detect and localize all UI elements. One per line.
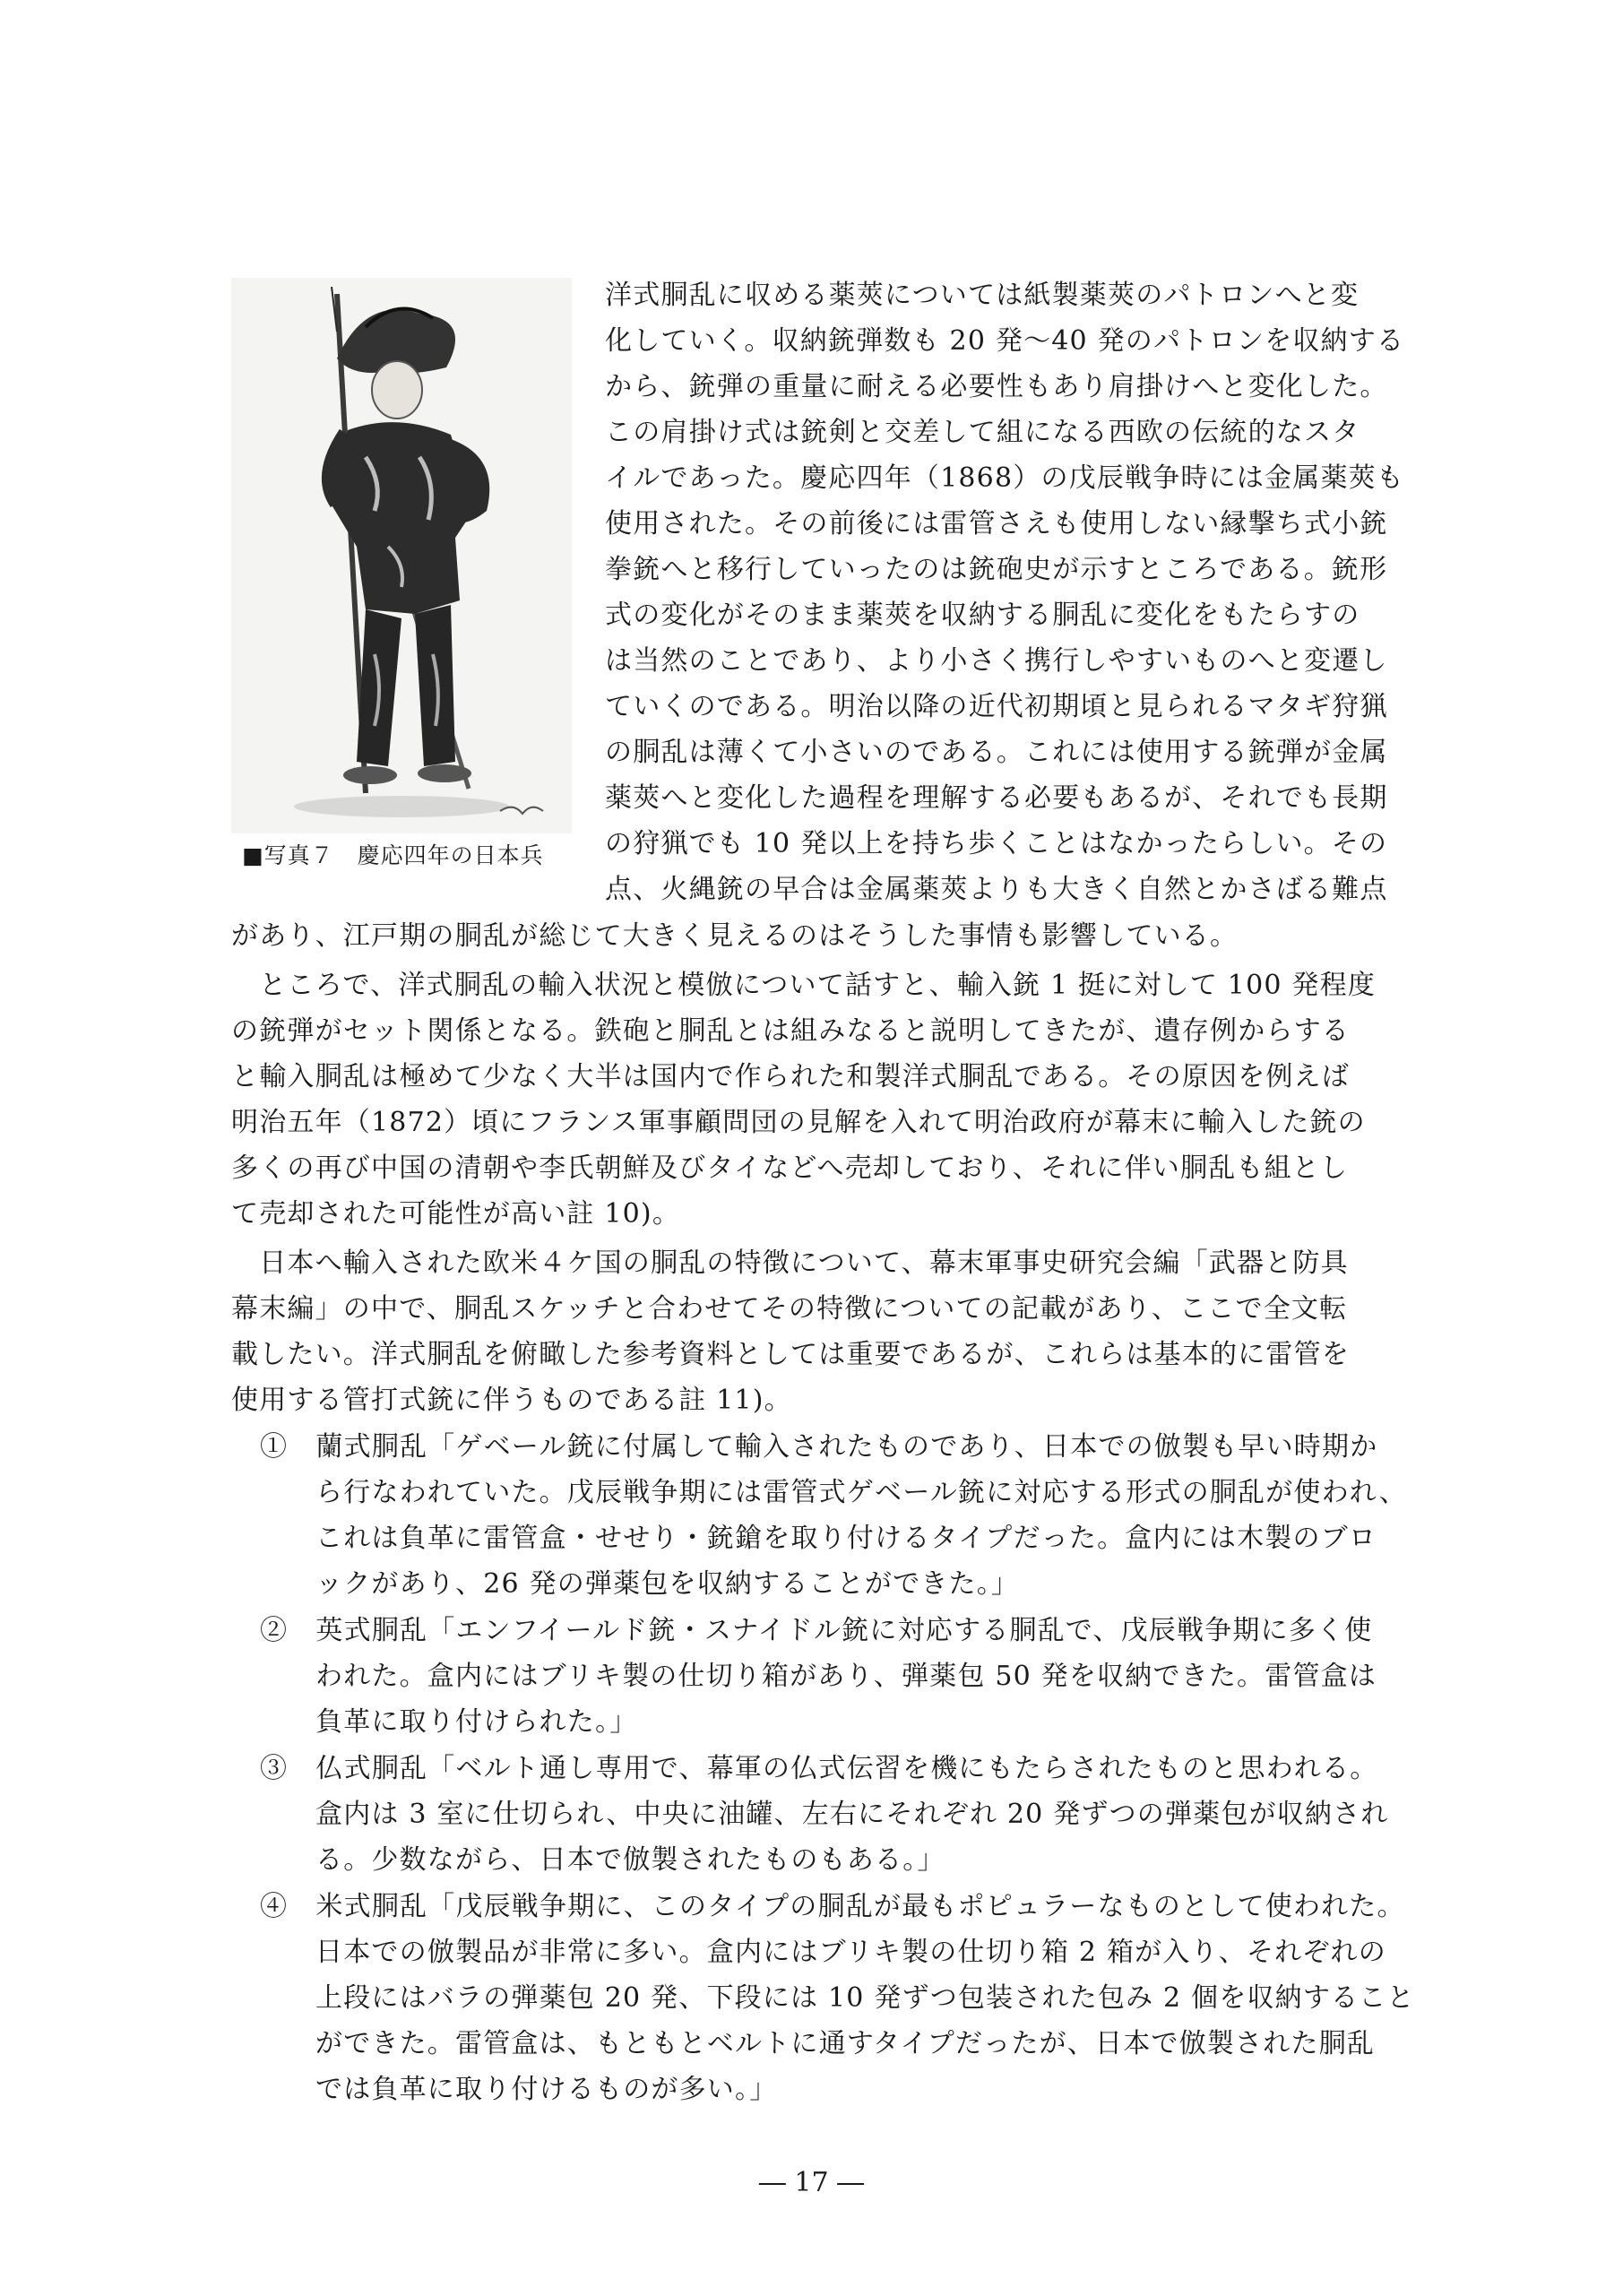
- text-line: 薬莢へと変化した過程を理解する必要もあるが、それでも長期: [605, 782, 1388, 814]
- text-line: 式の変化がそのまま薬莢を収納する胴乱に変化をもたらすの: [605, 600, 1360, 631]
- text-line: ④ 米式胴乱「戊辰戦争期に、このタイプの胴乱が最もポピュラーなものとして使われた。: [260, 1891, 1405, 1922]
- text-line: の銃弾がセット関係となる。鉄砲と胴乱とは組みなると説明してきたが、遺存例からする: [231, 1015, 1350, 1047]
- text-line: ら行なわれていた。戊辰戦争期には雷管式ゲベール銃に対応する形式の胴乱が使われ、: [315, 1477, 1407, 1508]
- text-line: があり、江戸期の胴乱が総じて大きく見えるのはそうした事情も影響している。: [231, 920, 1239, 952]
- text-line: 使用された。その前後には雷管さえも使用しない縁撃ち式小銃: [605, 508, 1388, 539]
- text-line: 拳銃へと移行していったのは銃砲史が示すところである。銃形: [605, 554, 1388, 585]
- page-number: ― 17 ―: [758, 2167, 865, 2198]
- figure-caption: ■写真７ 慶応四年の日本兵: [242, 842, 544, 868]
- text-line: から、銃弾の重量に耐える必要性もあり肩掛けへと変化した。: [605, 371, 1388, 402]
- text-line: の胴乱は薄くて小さいのである。これには使用する銃弾が金属: [605, 737, 1388, 768]
- text-line: 負革に取り付けられた。」: [315, 1706, 638, 1738]
- text-line: われた。盒内にはブリキ製の仕切り箱があり、弾薬包 50 発を収納できた。雷管盒は: [315, 1661, 1377, 1692]
- text-line: ③ 仏式胴乱「ベルト通し専用で、幕軍の仏式伝習を機にもたらされたものと思われる。: [260, 1753, 1378, 1784]
- text-line: では負革に取り付けるものが多い。」: [315, 2074, 778, 2105]
- text-line: 幕末編」の中で、胴乱スケッチと合わせてその特徴についての記載があり、ここで全文転: [231, 1293, 1348, 1325]
- text-line: 使用する管打式銃に伴うものである註 11)。: [231, 1385, 792, 1416]
- text-line: 化していく。収納銃弾数も 20 発～40 発のパトロンを収納する: [605, 325, 1405, 357]
- text-line: ックがあり、26 発の弾薬包を収納することができた。」: [315, 1568, 1020, 1600]
- text-line: ていくのである。明治以降の近代初期頃と見られるマタギ狩猟: [605, 691, 1388, 722]
- text-line: 日本へ輸入された欧米４ケ国の胴乱の特徴について、幕末軍事史研究会編「武器と防具: [231, 1247, 1349, 1279]
- text-line: ところで、洋式胴乱の輸入状況と模倣について話すと、輸入銃 1 挺に対して 100 発程度: [231, 970, 1376, 1001]
- text-line: 洋式胴乱に収める薬莢については紙製薬莢のパトロンへと変: [605, 280, 1360, 311]
- text-line: 盒内は 3 室に仕切られ、中央に油罐、左右にそれぞれ 20 発ずつの弾薬包が収納され: [315, 1799, 1389, 1830]
- soldier-sketch-figure: [231, 278, 572, 833]
- text-line: 多くの再び中国の清朝や李氏朝鮮及びタイなどへ売却しており、それに伴い胴乱も組とし: [231, 1152, 1349, 1184]
- text-line: の狩猟でも 10 発以上を持ち歩くことはなかったらしい。その: [605, 828, 1388, 859]
- text-line: イルであった。慶応四年（1868）の戊辰戦争時には金属薬莢も: [605, 462, 1405, 494]
- text-line: は当然のことであり、より小さく携行しやすいものへと変遷し: [605, 645, 1388, 677]
- text-line: る。少数ながら、日本で倣製されたものもある。」: [315, 1844, 945, 1876]
- text-line: 日本での倣製品が非常に多い。盒内にはブリキ製の仕切り箱 2 箱が入り、それぞれの: [315, 1937, 1386, 1968]
- text-line: て売却された可能性が高い註 10)。: [231, 1198, 681, 1230]
- text-line: 載したい。洋式胴乱を俯瞰した参考資料としては重要であるが、これらは基本的に雷管を: [231, 1339, 1350, 1370]
- text-line: ② 英式胴乱「エンフイールド銃・スナイドル銃に対応する胴乱で、戊辰戦争期に多く使: [260, 1615, 1373, 1646]
- soldier-sketch-icon: [231, 278, 572, 833]
- text-line: この肩掛け式は銃剣と交差して組になる西欧の伝統的なスタ: [605, 417, 1360, 448]
- text-line: ができた。雷管盒は、もともとベルトに通すタイプだったが、日本で倣製された胴乱: [315, 2028, 1375, 2059]
- text-line: これは負革に雷管盒・せせり・銃鎗を取り付けるタイプだった。盒内には木製のブロ: [315, 1523, 1377, 1554]
- text-line: 上段にはバラの弾薬包 20 発、下段には 10 発ずつ包装された包み 2 個を収納すること: [315, 1982, 1415, 2014]
- text-line: 明治五年（1872）頃にフランス軍事顧問団の見解を入れて明治政府が幕末に輸入した銃の: [231, 1107, 1366, 1138]
- text-line: 点、火縄銃の早合は金属薬莢よりも大きく自然とかさばる難点: [605, 874, 1388, 905]
- text-line: と輸入胴乱は極めて少なく大半は国内で作られた和製洋式胴乱である。その原因を例えば: [231, 1061, 1350, 1092]
- text-line: ① 蘭式胴乱「ゲベール銃に付属して輸入されたものであり、日本での倣製も早い時期か: [260, 1431, 1378, 1463]
